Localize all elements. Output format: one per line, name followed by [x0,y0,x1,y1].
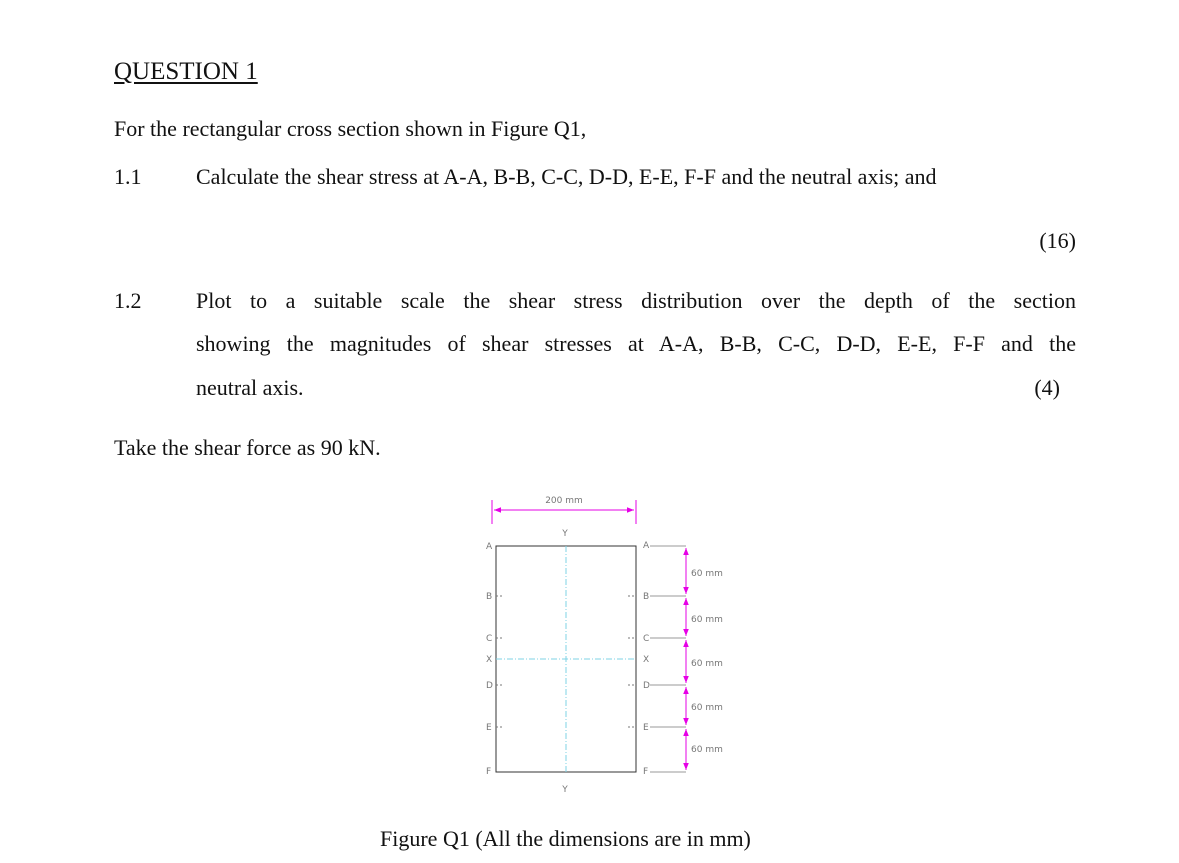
item-1-2-line-3: neutral axis. [196,375,304,400]
segment-label-5: 60 mm [691,745,723,755]
segment-label-2: 60 mm [691,615,723,625]
shear-force-note: Take the shear force as 90 kN. [114,435,381,460]
level-label-a-right: A [643,541,650,551]
intro-text: For the rectangular cross section shown in Figure Q1, [114,116,587,141]
level-label-b-right: B [643,592,650,602]
neutral-axis-label-left: X [486,655,493,665]
level-label-b-left: B [486,592,493,602]
item-1-1-marks: (16) [1039,228,1076,253]
y-axis-label-top: Y [562,529,568,539]
segment-label-1: 60 mm [691,569,723,579]
item-1-1-text: Calculate the shear stress at A-A, B-B, C-C, D-D, E-E, F-F and the neutral axis; and [196,164,937,189]
level-label-e-left: E [486,723,492,733]
level-label-e-right: E [643,723,649,733]
level-label-d-right: D [643,681,650,691]
item-1-2-line-2: showing the magnitudes of shear stresses at A-A, B-B, C-C, D-D, E-E, F-F and the [196,331,1076,356]
segment-label-4: 60 mm [691,703,723,713]
figure-caption: Figure Q1 (All the dimensions are in mm) [380,826,751,851]
level-label-a-left: A [486,542,493,552]
question-heading: QUESTION 1 [114,58,258,85]
level-label-c-right: C [643,634,650,644]
cross-section-figure [470,492,770,802]
item-1-2-marks: (4) [1034,375,1060,400]
item-1-2-line-1: Plot to a suitable scale the shear stress distribution over the depth of the section [196,288,1076,313]
level-label-f-left: F [486,767,492,777]
level-label-f-right: F [643,767,649,777]
y-axis-label-bottom: Y [562,785,568,795]
item-number-1-2: 1.2 [114,288,142,313]
segment-label-3: 60 mm [691,659,723,669]
level-label-c-left: C [486,634,493,644]
level-label-d-left: D [486,681,493,691]
item-number-1-1: 1.1 [114,164,142,189]
neutral-axis-label-right: X [643,655,650,665]
width-dimension-label: 200 mm [545,496,583,506]
